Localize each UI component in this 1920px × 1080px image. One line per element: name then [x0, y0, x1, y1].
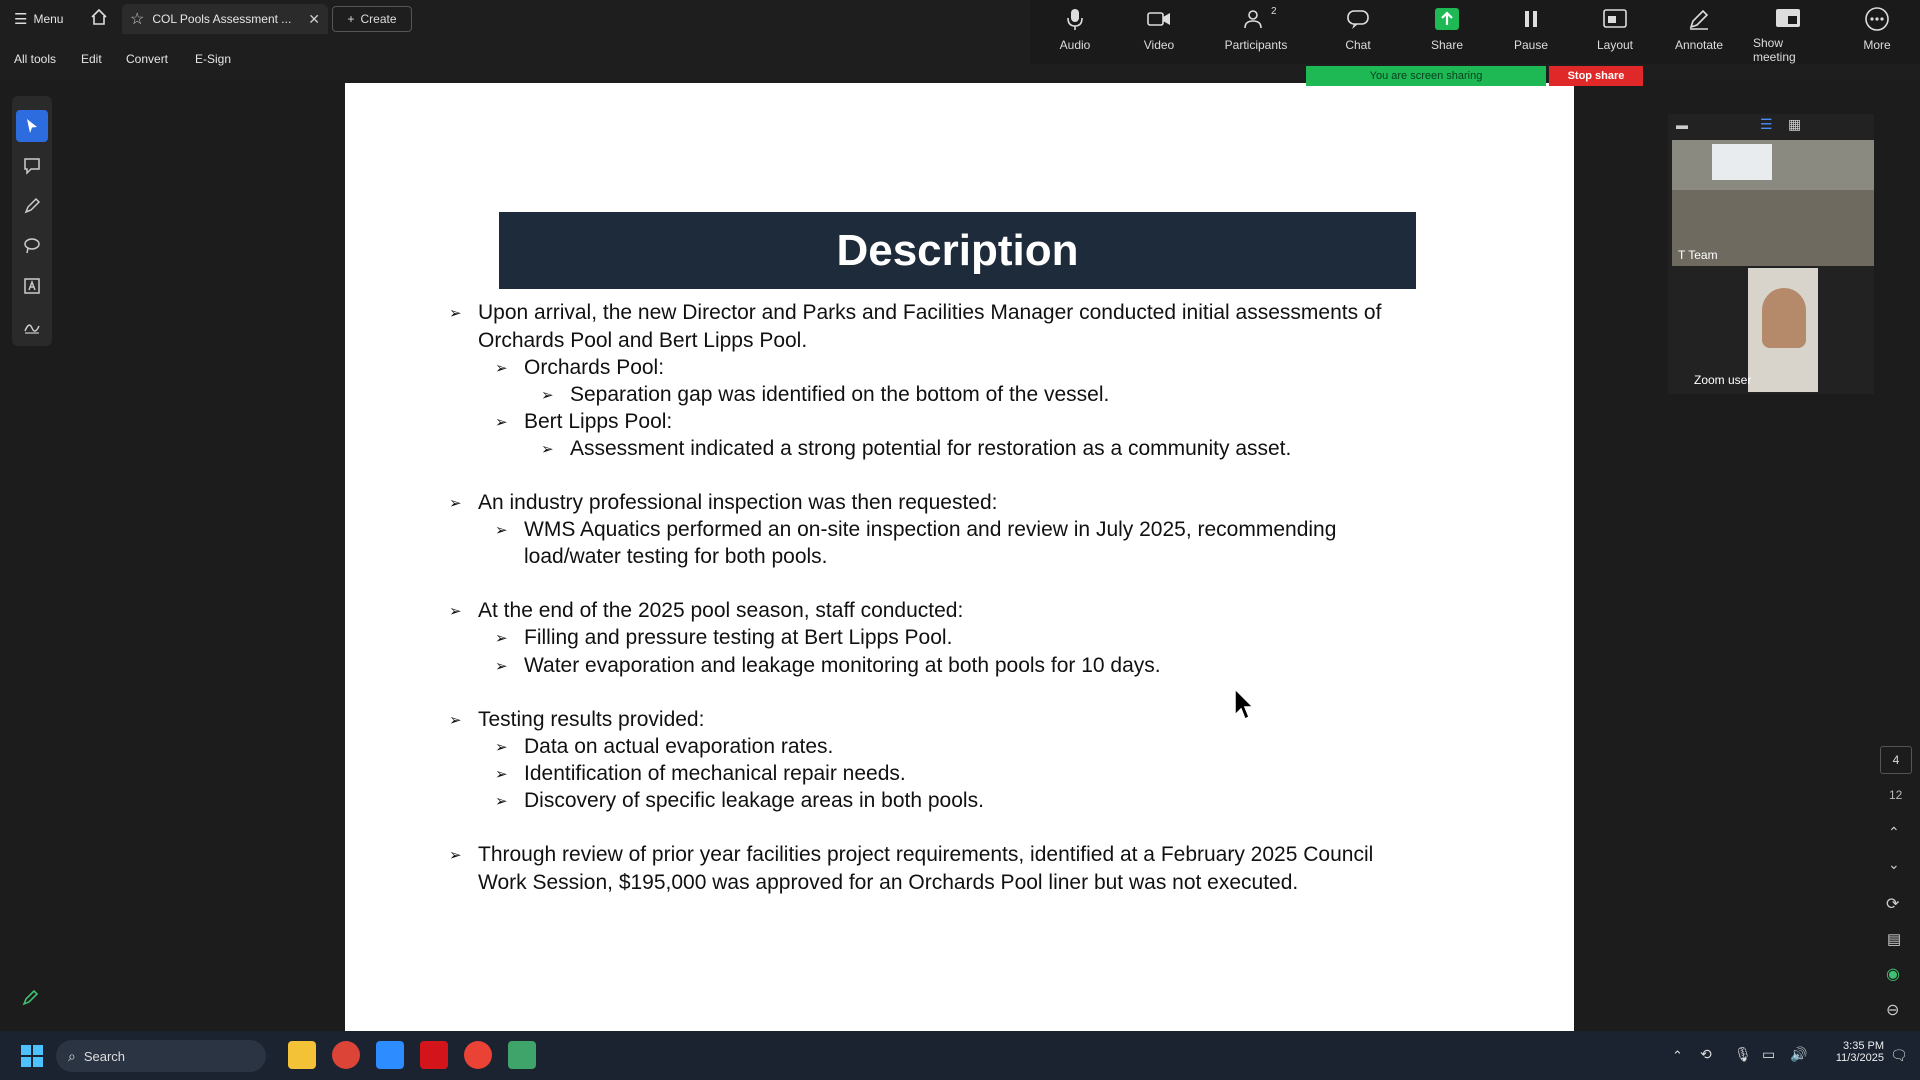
video-tile-team[interactable]: [1672, 140, 1894, 266]
comment-tool[interactable]: [16, 150, 48, 182]
chat-icon: [1346, 6, 1370, 32]
signature-icon: [22, 316, 42, 336]
time: 3:35 PM: [1843, 1040, 1884, 1052]
zoom-out-icon[interactable]: ⊖: [1886, 1002, 1900, 1019]
stop-share-label: Stop share: [1567, 70, 1625, 82]
left-tool-rail: [12, 96, 52, 346]
network-icon[interactable]: ▭: [1762, 1046, 1776, 1062]
home-button[interactable]: [90, 8, 108, 31]
video-tile-zoom-user[interactable]: [1748, 268, 1818, 392]
menu-all-tools[interactable]: All tools: [14, 52, 57, 66]
file-explorer-icon[interactable]: [288, 1041, 316, 1069]
chrome-icon[interactable]: [332, 1041, 360, 1069]
bullet-arrow-icon: ➢: [495, 793, 508, 810]
zoom-button-label: Chat: [1345, 38, 1371, 52]
text-box-icon: [22, 276, 42, 296]
gallery-view-icon[interactable]: ▦: [1788, 116, 1802, 132]
zoom-show-meeting-button[interactable]: [1753, 6, 1823, 64]
bullet-text: Through review of prior year facilities project requirements, identified at a February 2025 Council: [478, 843, 1374, 866]
room-screen: [1712, 144, 1772, 180]
slide-title: Description: [836, 225, 1079, 275]
search-placeholder: Search: [83, 1048, 126, 1064]
speaker-view-icon[interactable]: ☰: [1760, 116, 1773, 132]
sharing-status-text: You are screen sharing: [1369, 70, 1483, 82]
edit-pdf-button[interactable]: [20, 988, 40, 1013]
pause-icon: [1521, 6, 1541, 32]
bullet-arrow-icon: ➢: [495, 630, 508, 647]
show-meeting-icon: [1774, 6, 1802, 30]
bullet-text: Orchards Pool:: [524, 356, 665, 379]
bullet-text: At the end of the 2025 pool season, staff conducted:: [478, 599, 964, 622]
plus-icon: +: [347, 12, 355, 26]
zoom-audio-button[interactable]: [1040, 6, 1110, 64]
video-camera-icon: [1146, 6, 1172, 32]
sign-tool[interactable]: [16, 310, 48, 342]
bullet-text: Water evaporation and leakage monitoring at both pools for 10 days.: [524, 654, 1161, 677]
text-tool[interactable]: [16, 270, 48, 302]
pen-icon: [22, 196, 42, 216]
zoom-participants-button[interactable]: [1221, 6, 1291, 64]
bullet-arrow-icon: ➢: [449, 712, 462, 729]
bullet-arrow-icon: ➢: [495, 522, 508, 539]
menu-edit[interactable]: Edit: [81, 52, 102, 66]
green-pen-icon: [20, 988, 40, 1008]
zoom-button-label: Participants: [1224, 38, 1288, 52]
bullet-arrow-icon: ➢: [449, 495, 462, 512]
bullet-arrow-icon: ➢: [495, 739, 508, 756]
windows-logo-icon: [20, 1044, 44, 1068]
menu-e-sign[interactable]: E-Sign: [195, 52, 232, 66]
start-button[interactable]: [20, 1044, 44, 1073]
create-label: Create: [360, 12, 397, 26]
bullet-text: Discovery of specific leakage areas in both pools.: [524, 789, 984, 812]
screen-sharing-banner: [1306, 66, 1546, 86]
bullet-text: Assessment indicated a strong potential for restoration as a community asset.: [570, 437, 1292, 460]
sync-icon[interactable]: ⟲: [1700, 1046, 1712, 1062]
ai-assistant-icon[interactable]: ◉: [1886, 966, 1900, 983]
bullet-text: WMS Aquatics performed an on-site inspection and review in July 2025, recommending: [524, 518, 1337, 541]
comment-icon: [22, 156, 42, 176]
mic-tray-icon[interactable]: 🎙: [1734, 1046, 1752, 1062]
zoom-annotate-button[interactable]: [1664, 6, 1734, 64]
bullet-text: Bert Lipps Pool:: [524, 410, 673, 433]
hamburger-icon: ☰: [14, 11, 28, 28]
right-tool-rail: [1874, 86, 1920, 1030]
participant-count: 2: [1271, 6, 1277, 17]
stop-share-button[interactable]: [1549, 66, 1643, 86]
video-name-label: Zoom user: [1694, 373, 1752, 387]
share-screen-icon: [1434, 6, 1460, 32]
mouse-pointer-icon: [1233, 687, 1257, 721]
slide-title-banner: [499, 212, 1416, 289]
person-silhouette: [1762, 288, 1806, 348]
bullet-text: Testing results provided:: [478, 708, 705, 731]
bullet-arrow-icon: ➢: [495, 414, 508, 431]
draw-tool[interactable]: [16, 230, 48, 262]
zoom-button-label: More: [1863, 38, 1891, 52]
page-total: 12: [1889, 788, 1903, 802]
volume-icon[interactable]: 🔊: [1790, 1046, 1808, 1062]
document-icon[interactable]: ▤: [1887, 931, 1902, 948]
cursor-icon: [22, 116, 42, 136]
zoom-share-button[interactable]: [1412, 6, 1482, 64]
bullet-arrow-icon: ➢: [449, 305, 462, 322]
page-number-input[interactable]: 4: [1880, 746, 1912, 774]
page-down-icon[interactable]: ⌄: [1888, 856, 1900, 872]
microphone-icon: [1064, 6, 1086, 32]
tab-title: COL Pools Assessment ...: [152, 12, 292, 26]
close-tab-icon[interactable]: ✕: [308, 10, 320, 27]
highlight-tool[interactable]: [16, 190, 48, 222]
document-tab[interactable]: [122, 4, 328, 34]
acrobat-icon[interactable]: [420, 1041, 448, 1069]
search-icon: ⌕: [68, 1047, 76, 1064]
zoom-chat-button[interactable]: [1323, 6, 1393, 64]
app-icon[interactable]: [508, 1041, 536, 1069]
bullet-arrow-icon: ➢: [541, 441, 554, 458]
zoom-button-label: Audio: [1059, 38, 1091, 52]
bullet-text: Filling and pressure testing at Bert Lipps Pool.: [524, 626, 953, 649]
zoom-video-button[interactable]: [1124, 6, 1194, 64]
show-hidden-icons[interactable]: ⌃: [1672, 1048, 1683, 1063]
bullet-text: Identification of mechanical repair needs.: [524, 762, 906, 785]
chrome-profile-icon[interactable]: [464, 1041, 492, 1069]
bullet-text: Data on actual evaporation rates.: [524, 735, 834, 758]
participants-icon: [1243, 6, 1269, 32]
video-name-label: T Team: [1678, 248, 1718, 262]
zoom-button-label: Pause: [1513, 38, 1549, 52]
lasso-icon: [22, 236, 42, 256]
bullet-arrow-icon: ➢: [495, 766, 508, 783]
star-icon[interactable]: ☆: [130, 11, 145, 28]
zoom-more-button[interactable]: [1842, 6, 1912, 64]
select-tool[interactable]: [16, 110, 48, 142]
date: 11/3/2025: [1835, 1052, 1884, 1064]
create-button[interactable]: [332, 6, 412, 32]
bullet-text: Work Session, $195,000 was approved for an Orchards Pool liner but was not executed.: [478, 871, 1299, 894]
bullet-arrow-icon: ➢: [449, 847, 462, 864]
zoom-button-label: Layout: [1596, 38, 1634, 52]
bullet-arrow-icon: ➢: [495, 658, 508, 675]
zoom-button-label: Video: [1143, 38, 1175, 52]
menu-convert[interactable]: Convert: [126, 52, 169, 66]
page-up-icon[interactable]: ⌃: [1888, 824, 1900, 840]
bullet-arrow-icon: ➢: [541, 387, 554, 404]
menu-label: Menu: [33, 12, 64, 26]
menu-button[interactable]: [14, 10, 63, 28]
notifications-icon[interactable]: 🗨: [1890, 1047, 1908, 1063]
pencil-icon: [1687, 6, 1711, 32]
zoom-button-label: Share: [1430, 38, 1464, 52]
refresh-icon[interactable]: ⟳: [1886, 896, 1900, 913]
bullet-text: load/water testing for both pools.: [524, 545, 828, 568]
layout-icon: [1602, 6, 1628, 32]
bullet-arrow-icon: ➢: [449, 603, 462, 620]
zoom-pause-button[interactable]: [1496, 6, 1566, 64]
bullet-text: Upon arrival, the new Director and Parks and Facilities Manager conducted initial assessments of: [478, 301, 1382, 324]
bullet-text: Separation gap was identified on the bottom of the vessel.: [570, 383, 1110, 406]
zoom-layout-button[interactable]: [1580, 6, 1650, 64]
zoom-button-label: Show meeting: [1753, 36, 1796, 64]
bullet-arrow-icon: ➢: [495, 360, 508, 377]
bullet-text: Orchards Pool and Bert Lipps Pool.: [478, 329, 808, 352]
home-icon: [90, 8, 108, 26]
taskbar-search[interactable]: [56, 1040, 266, 1072]
clock[interactable]: [1822, 1040, 1884, 1064]
bullet-text: An industry professional inspection was then requested:: [478, 491, 998, 514]
minimize-icon[interactable]: ▬: [1676, 118, 1688, 132]
zoom-app-icon[interactable]: [376, 1041, 404, 1069]
zoom-button-label: Annotate: [1674, 38, 1724, 52]
more-icon: [1864, 6, 1890, 32]
